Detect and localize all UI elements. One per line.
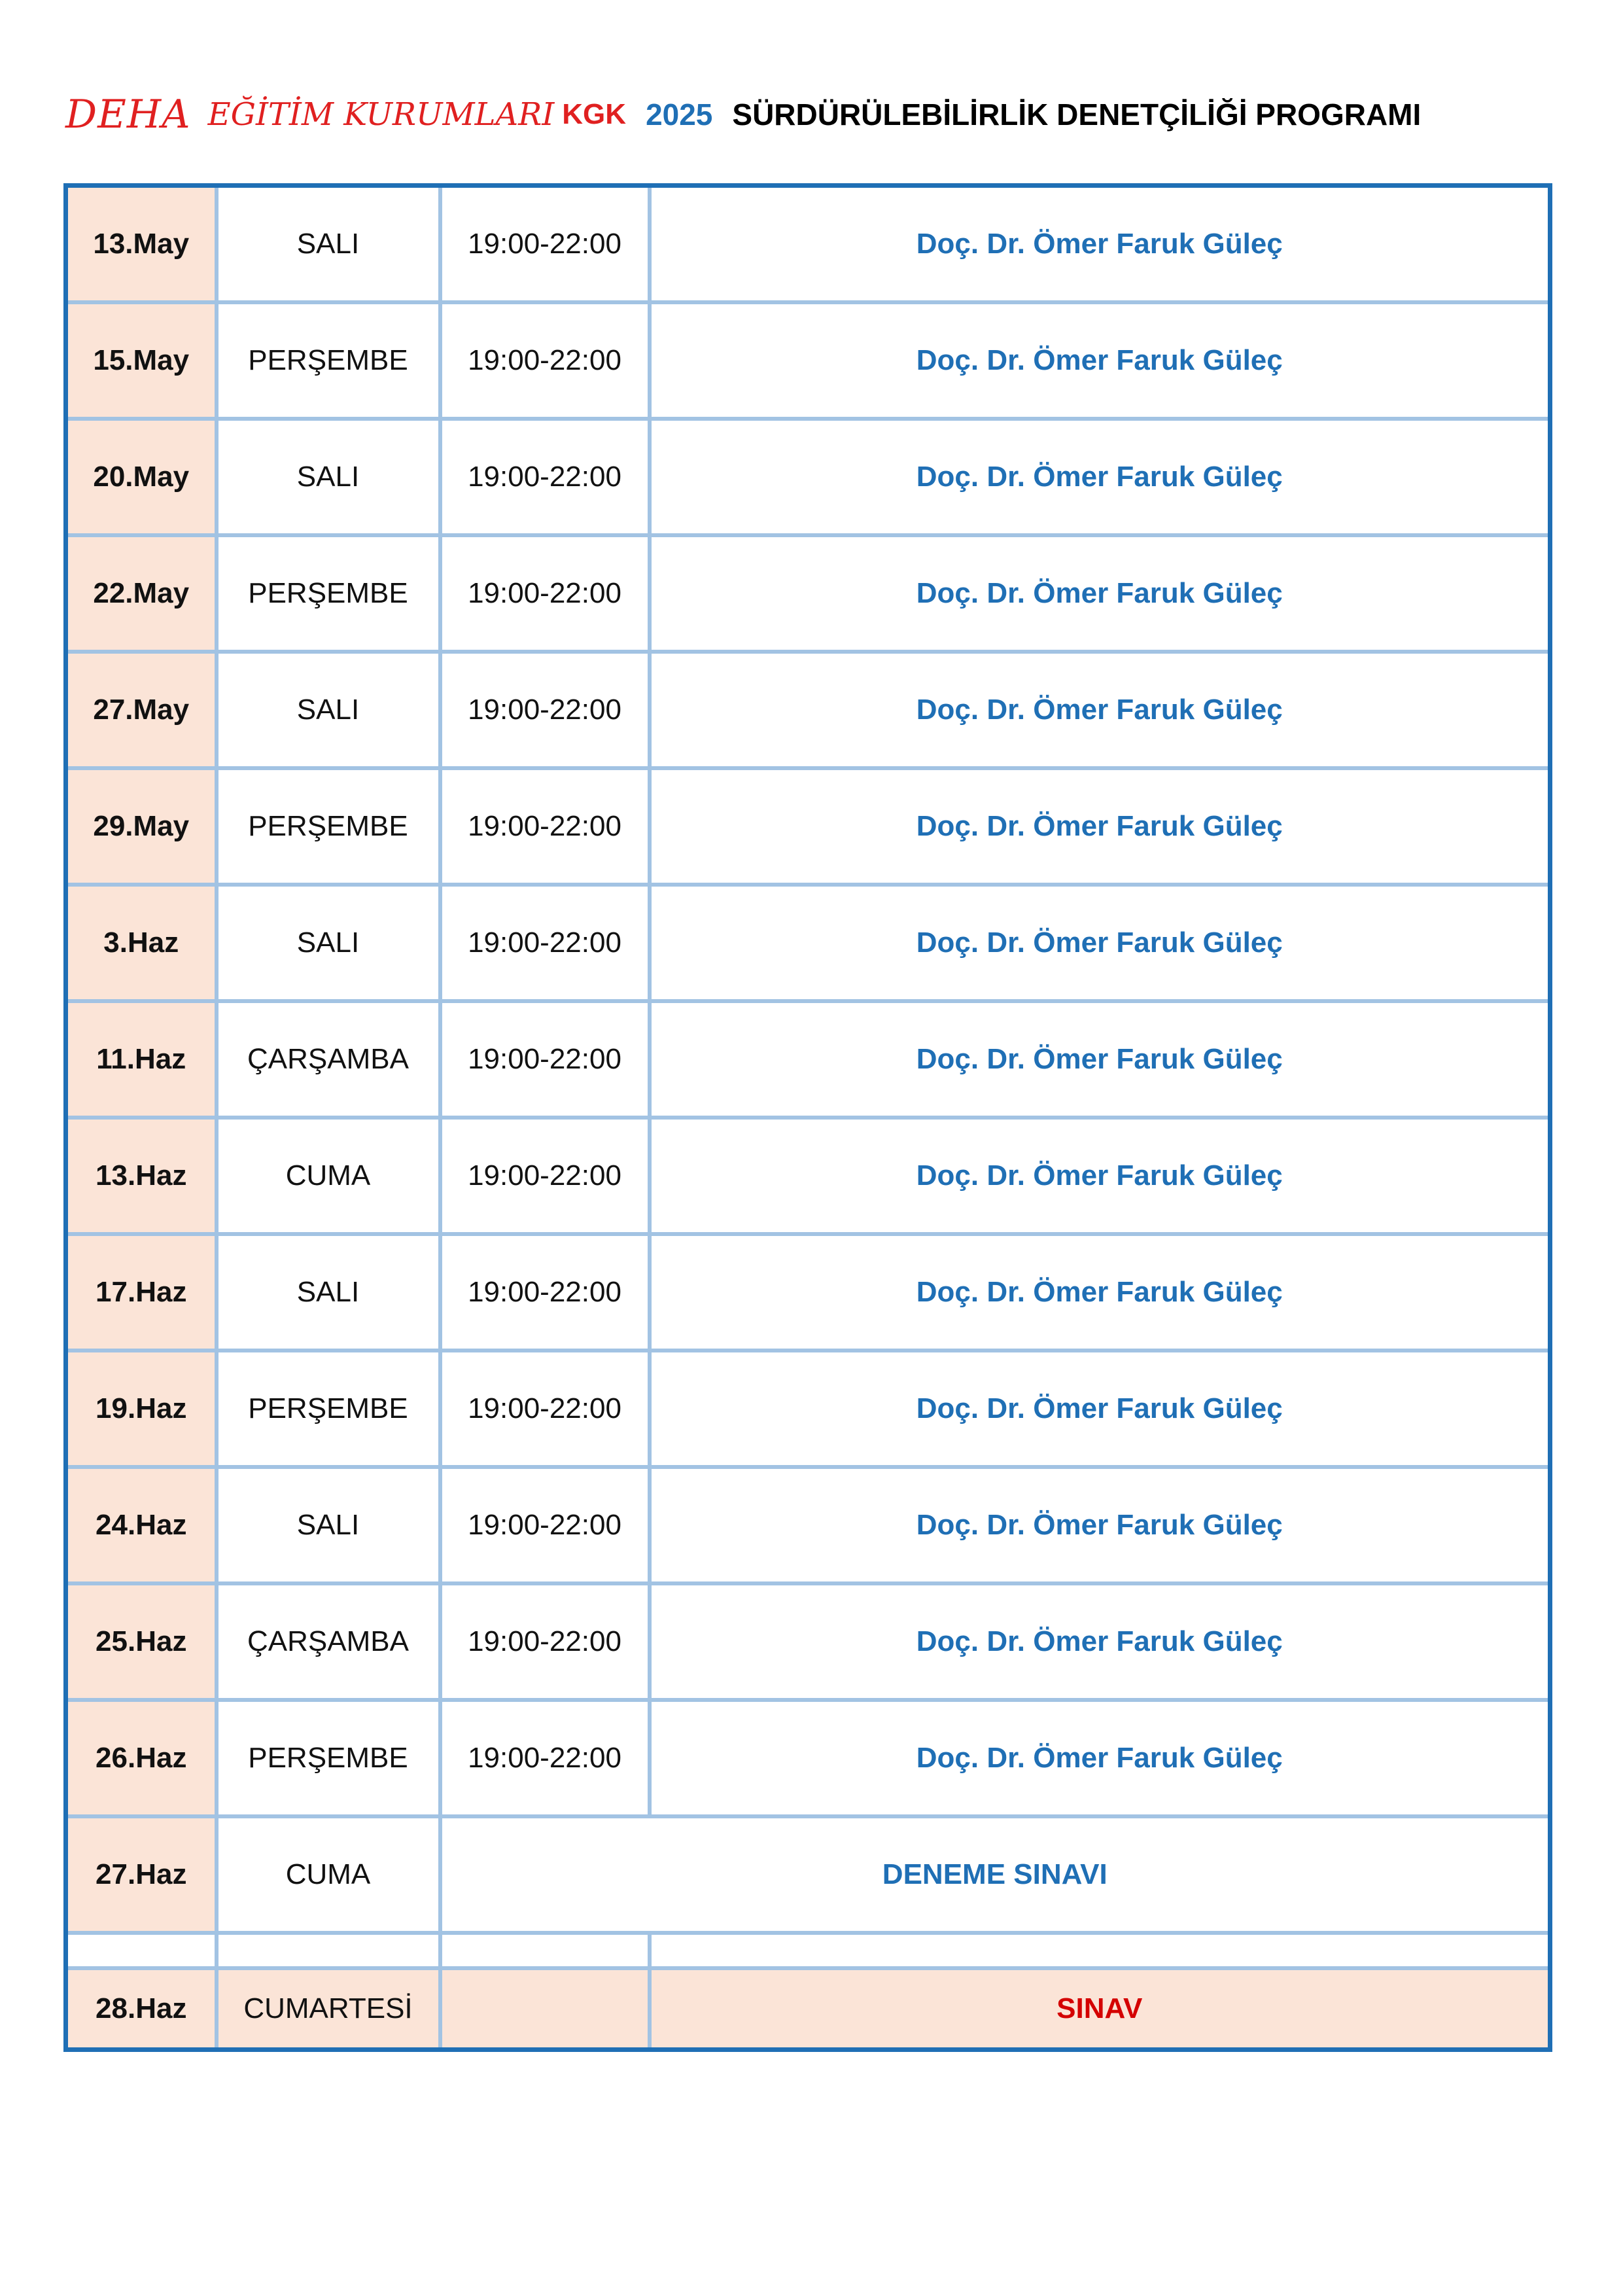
session-instructor: Doç. Dr. Ömer Faruk Güleç <box>650 1583 1550 1700</box>
session-date: 11.Haz <box>66 1001 217 1118</box>
session-day: ÇARŞAMBA <box>217 1001 440 1118</box>
exam-date: 28.Haz <box>66 1968 217 2050</box>
session-instructor: Doç. Dr. Ömer Faruk Güleç <box>650 186 1550 303</box>
exam-day: CUMARTESİ <box>217 1968 440 2050</box>
session-date: 15.May <box>66 302 217 419</box>
schedule-row <box>66 1234 1550 1351</box>
session-day: PERŞEMBE <box>217 1700 440 1816</box>
schedule-row <box>66 1351 1550 1467</box>
trial-exam-row <box>66 1816 1550 1933</box>
trial-exam-label: DENEME SINAVI <box>440 1816 1550 1933</box>
schedule-body <box>66 186 1550 2050</box>
empty-cell <box>66 1933 217 1968</box>
session-date: 27.May <box>66 652 217 768</box>
schedule-row <box>66 1118 1550 1234</box>
schedule-row <box>66 1001 1550 1118</box>
session-time: 19:00-22:00 <box>440 1351 650 1467</box>
session-day: SALI <box>217 885 440 1001</box>
schedule-row <box>66 652 1550 768</box>
session-instructor: Doç. Dr. Ömer Faruk Güleç <box>650 885 1550 1001</box>
session-time: 19:00-22:00 <box>440 1234 650 1351</box>
session-day: PERŞEMBE <box>217 768 440 885</box>
session-time: 19:00-22:00 <box>440 1467 650 1583</box>
schedule-row <box>66 768 1550 885</box>
session-date: 22.May <box>66 535 217 652</box>
session-instructor: Doç. Dr. Ömer Faruk Güleç <box>650 535 1550 652</box>
session-day: PERŞEMBE <box>217 535 440 652</box>
schedule-row <box>66 419 1550 535</box>
session-date: 13.May <box>66 186 217 303</box>
session-instructor: Doç. Dr. Ömer Faruk Güleç <box>650 768 1550 885</box>
session-instructor: Doç. Dr. Ömer Faruk Güleç <box>650 1351 1550 1467</box>
session-day: ÇARŞAMBA <box>217 1583 440 1700</box>
program-name: SÜRDÜRÜLEBİLİRLİK DENETÇİLİĞİ PROGRAMI <box>732 97 1422 132</box>
session-date: 19.Haz <box>66 1351 217 1467</box>
session-date: 25.Haz <box>66 1583 217 1700</box>
session-day: SALI <box>217 1234 440 1351</box>
session-day: SALI <box>217 652 440 768</box>
empty-cell <box>440 1933 650 1968</box>
empty-cell <box>650 1933 1550 1968</box>
schedule-row <box>66 186 1550 303</box>
session-time: 19:00-22:00 <box>440 1583 650 1700</box>
session-date: 17.Haz <box>66 1234 217 1351</box>
program-year: 2025 <box>646 97 713 132</box>
schedule-row <box>66 1583 1550 1700</box>
session-time: 19:00-22:00 <box>440 1118 650 1234</box>
exam-row <box>66 1968 1550 2050</box>
session-time: 19:00-22:00 <box>440 768 650 885</box>
session-instructor: Doç. Dr. Ömer Faruk Güleç <box>650 419 1550 535</box>
session-instructor: Doç. Dr. Ömer Faruk Güleç <box>650 302 1550 419</box>
schedule-row <box>66 1700 1550 1816</box>
schedule-table <box>63 183 1552 2052</box>
session-day: PERŞEMBE <box>217 1351 440 1467</box>
session-day: SALI <box>217 419 440 535</box>
session-date: 3.Haz <box>66 885 217 1001</box>
session-instructor: Doç. Dr. Ömer Faruk Güleç <box>650 652 1550 768</box>
session-time: 19:00-22:00 <box>440 419 650 535</box>
kgk-label: KGK <box>562 98 627 130</box>
session-time: 19:00-22:00 <box>440 1700 650 1816</box>
session-day: SALI <box>217 1467 440 1583</box>
session-time: 19:00-22:00 <box>440 186 650 303</box>
document-title <box>65 85 1570 144</box>
session-time: 19:00-22:00 <box>440 302 650 419</box>
session-date: 20.May <box>66 419 217 535</box>
empty-cell <box>440 1968 650 2050</box>
session-instructor: Doç. Dr. Ömer Faruk Güleç <box>650 1467 1550 1583</box>
trial-exam-date: 27.Haz <box>66 1816 217 1933</box>
session-day: CUMA <box>217 1118 440 1234</box>
session-time: 19:00-22:00 <box>440 1001 650 1118</box>
session-time: 19:00-22:00 <box>440 535 650 652</box>
session-instructor: Doç. Dr. Ömer Faruk Güleç <box>650 1118 1550 1234</box>
session-time: 19:00-22:00 <box>440 885 650 1001</box>
session-instructor: Doç. Dr. Ömer Faruk Güleç <box>650 1700 1550 1816</box>
schedule-row <box>66 1467 1550 1583</box>
session-time: 19:00-22:00 <box>440 652 650 768</box>
session-day: PERŞEMBE <box>217 302 440 419</box>
session-date: 24.Haz <box>66 1467 217 1583</box>
session-instructor: Doç. Dr. Ömer Faruk Güleç <box>650 1234 1550 1351</box>
session-date: 29.May <box>66 768 217 885</box>
institution-name: EĞİTİM KURUMLARI <box>207 96 555 133</box>
schedule-row <box>66 302 1550 419</box>
session-date: 13.Haz <box>66 1118 217 1234</box>
exam-label: SINAV <box>650 1968 1550 2050</box>
spacer-row <box>66 1933 1550 1968</box>
empty-cell <box>217 1933 440 1968</box>
session-date: 26.Haz <box>66 1700 217 1816</box>
trial-exam-day: CUMA <box>217 1816 440 1933</box>
session-day: SALI <box>217 186 440 303</box>
brand-name: DEHA <box>65 92 191 137</box>
session-instructor: Doç. Dr. Ömer Faruk Güleç <box>650 1001 1550 1118</box>
schedule-row <box>66 535 1550 652</box>
schedule-row <box>66 885 1550 1001</box>
